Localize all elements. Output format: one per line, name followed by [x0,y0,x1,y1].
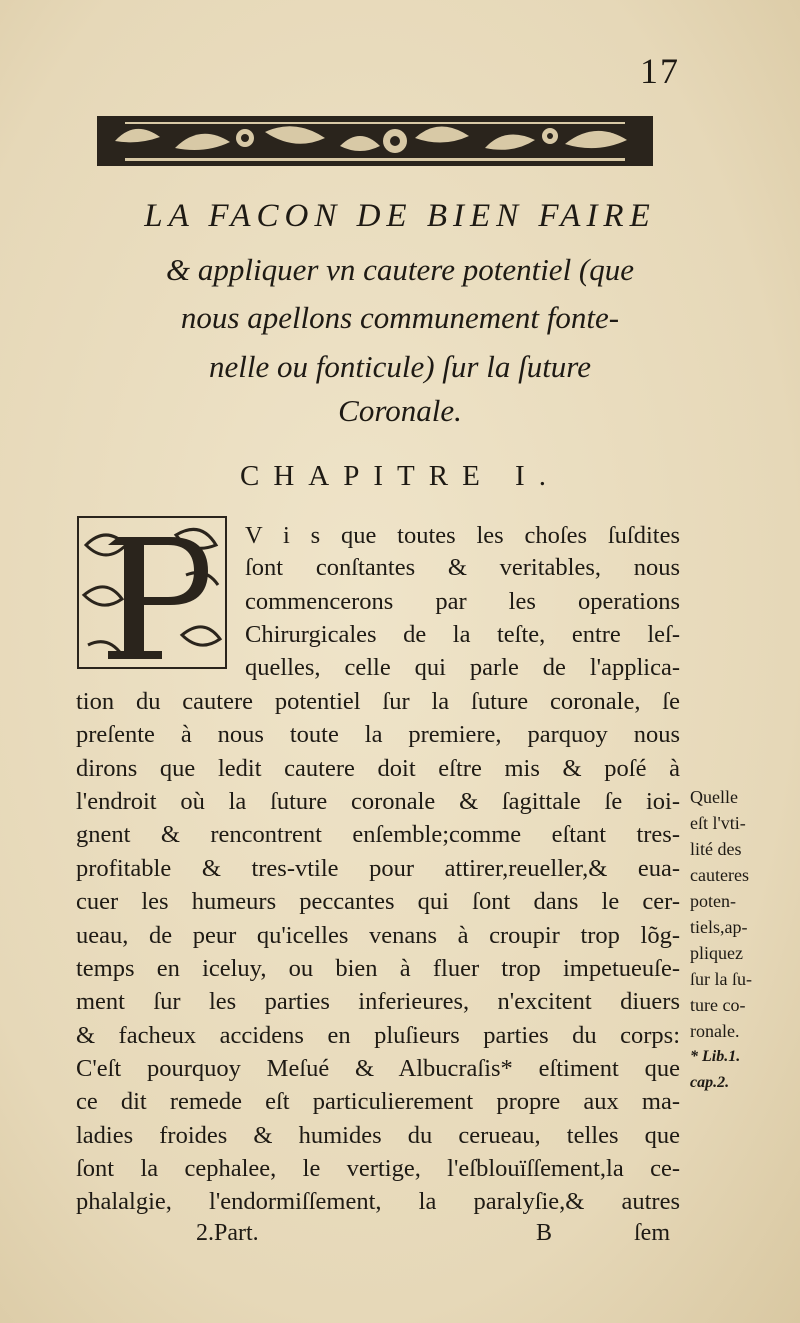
body-line: ſont la cephalee, le vertige, l'eſblouïſſement,la ce- [76,1155,680,1182]
margin-note-line: tiels,ap- [690,917,748,937]
body-line: tion du cautere potentiel ſur la ſuture coronale, ſe [76,688,680,715]
title-line-1: LA FACON DE BIEN FAIRE [144,198,656,234]
body-line: temps en iceluy, ou bien à fluer trop impetueuſe- [76,955,680,982]
margin-note-line: cauteres [690,865,749,885]
margin-reference: * Lib.1. [690,1048,741,1065]
margin-note-line: poten- [690,891,736,911]
title-line-3: nous apellons communement fonte- [180,300,620,335]
body-line: Chirurgicales de la teſte, entre leſ- [245,621,680,648]
title-line-4: nelle ou fonticule) ſur la ſuture [209,349,591,384]
title-line-5: Coronale. [338,393,462,428]
margin-note-line: Quelle [690,787,738,807]
body-line: gnent & rencontrent enſemble;comme eſtant tres- [76,821,680,848]
margin-note-line: ronale. [690,1021,740,1041]
body-line: & facheux accidens en pluſieurs parties du corps: [76,1022,680,1049]
margin-note-line: eſt l'vti- [690,813,746,833]
body-line: C'eſt pourquoy Meſué & Albucraſis* eſtiment que [76,1055,680,1082]
title-line-2: & appliquer vn cautere potentiel (que [165,252,635,287]
body-line: ladies froides & humides du cerueau, telles que [76,1122,680,1149]
decorated-initial-P [76,515,228,670]
body-line: preſente à nous toute la premiere, parquoy nous [76,721,680,748]
body-line: phalalgie, l'endormiſſement, la paralyſie,& autres [76,1188,680,1215]
gathering-mark: B [536,1220,553,1246]
body-line: cuer les humeurs peccantes qui ſont dans le cer- [76,888,680,915]
headpiece-ornament [95,108,655,174]
body-line: ment ſur les parties inferieures, n'excitent diuers [76,988,680,1015]
margin-note-line: ture co- [690,995,746,1015]
catchword: ſem [634,1220,670,1246]
body-line: l'endroit où la ſuture coronale & ſagittale ſe ioi- [76,788,680,815]
body-line: ueau, de peur qu'icelles venans à croupir trop lõg- [76,922,680,949]
body-line: V i s que toutes les choſes ſuſdites [245,522,680,549]
margin-note-line: lité des [690,839,742,859]
margin-note-line: pliquez [690,943,743,963]
body-line: ſont conſtantes & veritables, nous [245,554,680,581]
body-line: quelles, celle qui parle de l'applica- [245,654,680,681]
signature-mark: 2.Part. [196,1220,259,1246]
margin-note-line: ſur la ſu- [690,969,752,989]
page-number: 17 [640,51,680,91]
body-line: ce dit remede eſt particulierement propre aux ma- [76,1088,680,1115]
body-line: profitable & tres-vtile pour attirer,reueller,& eua- [76,855,680,882]
body-line: commencerons par les operations [245,588,680,615]
body-line: dirons que ledit cautere doit eſtre mis & poſé à [76,755,680,782]
margin-note [690,784,770,1096]
chapter-heading: CHAPITRE I. [240,460,560,492]
margin-reference: cap.2. [690,1074,730,1091]
